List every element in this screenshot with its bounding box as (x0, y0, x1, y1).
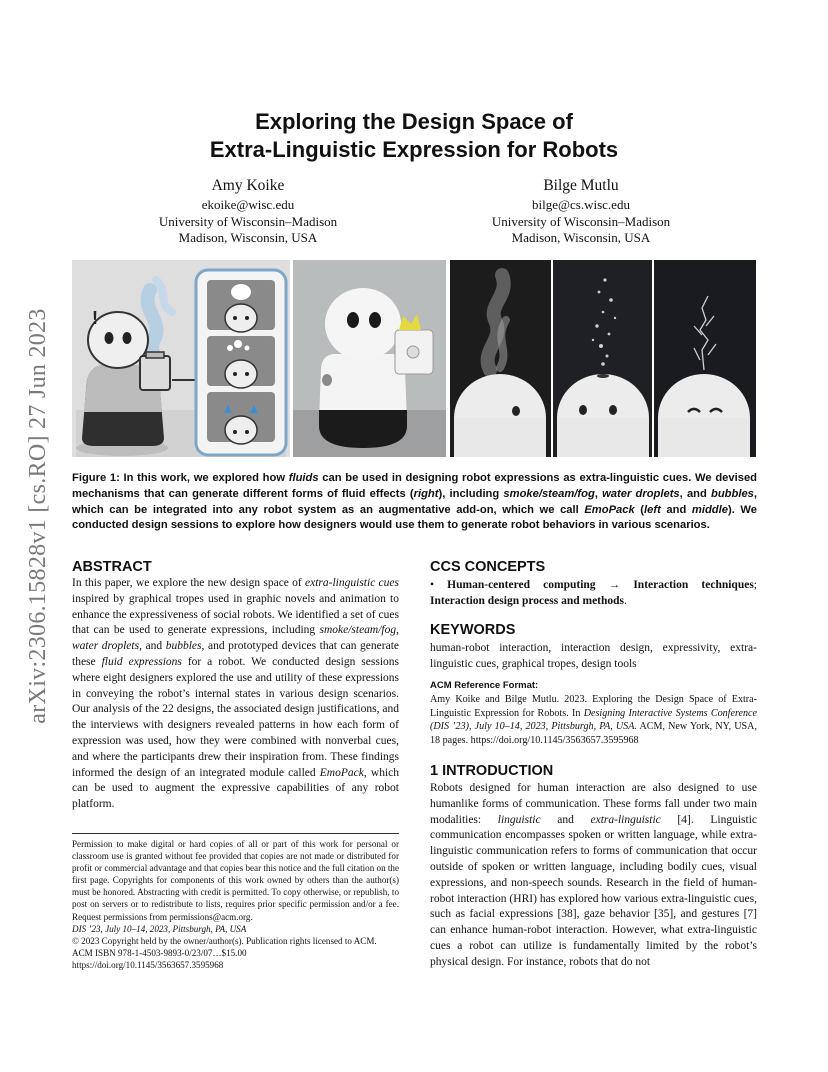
figure-droplets-photo (553, 260, 652, 457)
figure-robot-photo (293, 260, 446, 457)
footnote-divider (72, 833, 399, 834)
author-location: Madison, Wisconsin, USA (178, 230, 318, 245)
keywords-text: human-robot interaction, interaction design, expressivity, extra-linguistic cues, graphical tropes, design tools (430, 642, 757, 670)
author-name: Bilge Mutlu (543, 177, 619, 194)
title-line-2: Extra-Linguistic Expression for Robots (209, 137, 619, 162)
reference-heading: ACM Reference Format: (430, 680, 539, 691)
title-line-1: Exploring the Design Space of (255, 109, 573, 134)
author-email: ekoike@wisc.edu (201, 197, 295, 212)
author-email: bilge@cs.wisc.edu (532, 197, 630, 212)
abstract-text: In this paper, we explore the new design space of extra-linguistic cues inspired by graphical tropes used in graphic novels and animation to enhance the expressiveness of social robots. We identified a set of cues that can be used to generate expressions, including smoke/steam/fog, water droplets, and bubbles, and prototyped devices that can generate these fluid expressions for a robot. We conducted design sessions where eight designers explored the use and utility of these expressions in conveying the robot’s internal states in various design scenarios. Our analysis of the 22 designs, the associated design justifications, and the interviews with designers revealed patterns in how each form of expression was used, how they were combined with nonverbal cues, and where the participants drew their inspiration from. These findings informed the design of an integrated module called EmoPack, which can be used to augment the expressive capabilities of any robot platform. (72, 577, 399, 811)
introduction-text: Robots designed for human interaction are also designed to use humanlike forms of communication. These forms fall under two main modalities: linguistic and extra-linguistic [4]. Linguistic communication encompasses spoken or written language, while extra-linguistic communication refers to forms of communication that occur outside of spoken or written language, including bodily cues, visual expressions, and non-speech sounds. Research in the field of human-robot interaction (HRI) has explored how various extra-linguistic cues, such as facial expressions [38], gaze behavior [35], and gestures [7] can enhance human-robot interaction. However, what extra-linguistic cues a robot can utilize is fundamentally limited by the robot’s physical design. For instance, robots that do not (430, 782, 757, 968)
abstract-heading: ABSTRACT (72, 559, 152, 575)
introduction-heading: 1 INTRODUCTION (430, 763, 554, 779)
robot-illustration (72, 260, 290, 457)
reference-text: Amy Koike and Bilge Mutlu. 2023. Exploring the Design Space of Extra-Linguistic Expression for Robots. In Designing Interactive Systems Conference (DIS ’23), July 10–14, 2023, Pittsburgh, PA, USA. ACM, New York, NY, USA, 18 pages. https://doi.org/10.1145/3563657.3595968 (430, 694, 758, 746)
figure-bubbles-photo (654, 260, 756, 457)
author-block-2 (431, 176, 731, 247)
figure-caption: Figure 1: In this work, we explored how fluids can be used in designing robot expressions as extra-linguistic cues. We devised mechanisms that can generate different forms of fluid effects (right), including smoke/steam/fog, water droplets, and bubbles, which can be integrated into any robot system as an augmentative add-on, which we call EmoPack (left and middle). We conducted design sessions to explore how designers would use them to generate robot behaviors in various scenarios. (72, 472, 758, 532)
author-block-1 (98, 176, 398, 247)
arxiv-identifier: arXiv:2306.15828v1 [cs.RO] 27 Jun 2023 (25, 308, 51, 724)
isbn: ACM ISBN 978-1-4503-9893-0/23/07…$15.00 (72, 947, 247, 958)
robot-photo (293, 260, 446, 457)
ccs-text: • Human-centered computing → Interaction techniques; Interaction design process and methods. (430, 579, 757, 607)
author-affiliation: University of Wisconsin–Madison (158, 213, 338, 229)
author-name: Amy Koike (211, 177, 285, 194)
doi-link[interactable]: https://doi.org/10.1145/3563657.3595968 (72, 959, 224, 970)
author-affiliation: University of Wisconsin–Madison (491, 213, 671, 229)
conference-venue: DIS ’23, July 10–14, 2023, Pittsburgh, PA, USA (72, 923, 247, 934)
footnote-block (72, 838, 399, 971)
figure-smoke-photo (450, 260, 551, 457)
bubbles-effect-photo (654, 260, 756, 457)
figure-illustration (72, 260, 290, 457)
paper-title (60, 108, 768, 164)
permission-notice: Permission to make digital or hard copies of all or part of this work for personal or classroom use is granted without fee provided that copies are not made or distributed for profit or commercial advantage and that copies bear this notice and the full citation on the first page. Copyrights for components of this work owned by others than the author(s) must be honored. Abstracting with credit is permitted. To copy otherwise, or republish, to post on servers or to redistribute to lists, requires prior specific permission and/or a fee. Request permissions from permissions@acm.org. (72, 839, 400, 922)
ccs-heading: CCS CONCEPTS (430, 559, 546, 575)
svg-text:!: ! (92, 308, 98, 328)
copyright-notice: © 2023 Copyright held by the owner/author(s). Publication rights licensed to ACM. (72, 935, 377, 946)
smoke-effect-photo (450, 260, 551, 457)
droplets-effect-photo (553, 260, 652, 457)
keywords-heading: KEYWORDS (430, 622, 516, 638)
author-location: Madison, Wisconsin, USA (511, 230, 651, 245)
